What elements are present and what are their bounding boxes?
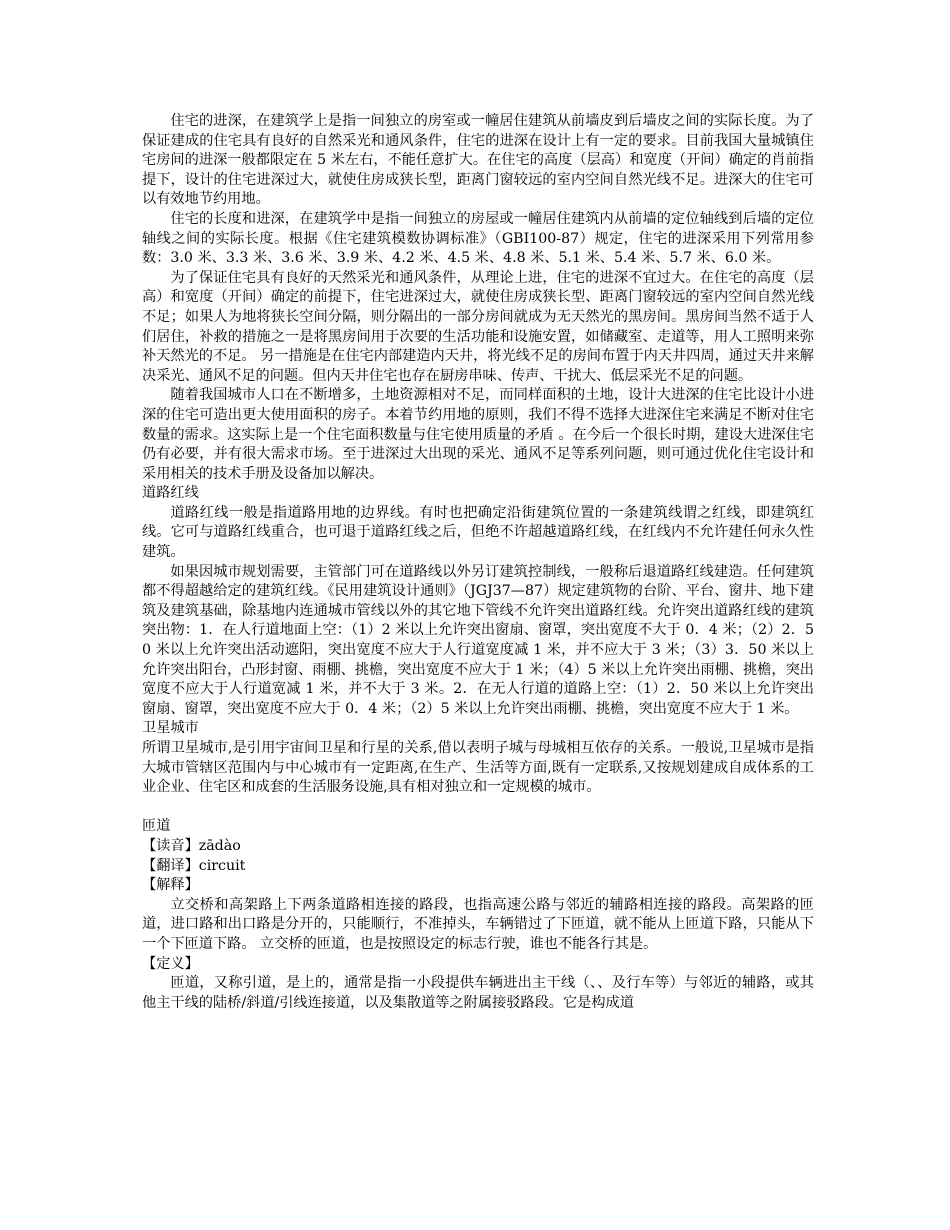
depth-paragraph-1: 住宅的进深，在建筑学上是指一间独立的房室或一幢居住建筑从前墙皮到后墙皮之间的实际长度。为了保证建成的住宅具有良好的自然采光和通风条件，住宅的进深在设计上有一定的要求。目前我国大量城镇住宅房间的进深一般都限定在 5 米左右，不能任意扩大。在住宅的高度（层高）和宽度（开间）确定的肖前指提下，设计的住宅进深过大，就使住房成狭长型，距离门窗较远的室内空间自然光线不足。进深大的住宅可以有效地节约用地。 — [142, 113, 814, 208]
ramp-define-paragraph: 匝道，又称引道，是上的，通常是指一小段提供车辆进出主干线（、、及行车等）与邻近的辅路，或其他主干线的陆桥/斜道/引线连接道，以及集散道等之附属接驳路段。它是构成道 — [142, 975, 814, 1011]
depth-paragraph-2: 住宅的长度和进深，在建筑学中是指一间独立的房屋或一幢居住建筑内从前墙的定位轴线到后墙的定位轴线之间的实际长度。根据《住宅建筑模数协调标准》（GBI100-87）规定，住宅的进深采用下列常用参数：3.0 米、3.3 米、3.6 米、3.9 米、4.2 米、4.5 米、4.8 米、5.1 米、5.4 米、5.7 米、6.0 米。 — [142, 210, 814, 267]
ramp-define-label: 【定义】 — [142, 955, 199, 972]
ramp-heading: 匝道 — [142, 818, 171, 835]
ramp-explain-paragraph: 立交桥和高架路上下两条道路相连接的路段，也指高速公路与邻近的辅路相连接的路段。高架路的匝道，进口路和出口路是分开的，只能顺行，不准掉头，车辆错过了下匝道，就不能从上匝道下路，只能从下一个下匝道下路。 立交桥的匝道，也是按照设定的标志行驶，谁也不能各行其是。 — [142, 896, 814, 952]
satellite-heading: 卫星城市 — [142, 720, 199, 737]
red-line-paragraph-1: 道路红线一般是指道路用地的边界线。有时也把确定沿街建筑位置的一条建筑线谓之红线，即建筑红线。它可与道路红线重合，也可退于道路红线之后，但绝不许超越道路红线，在红线内不允许建任何永久性建筑。 — [142, 504, 814, 561]
depth-paragraph-4: 随着我国城市人口在不断增多，土地资源相对不足，而同样面积的土地，设计大进深的住宅比设计小进深的住宅可造出更大使用面积的房子。本着节约用地的原则，我们不得不选择大进深住宅来满足不断对住宅数量的需求。这实际上是一个住宅面积数量与住宅使用质量的矛盾 。在今后一个很长时期，建设大进深住宅仍有必要，并有很大需求市场。至于进深过大出现的采光、通风不足等系列问题，则可通过优化住宅设计和采用相关的技术手册及设备加以解决。 — [142, 387, 814, 482]
depth-paragraph-3: 为了保证住宅具有良好的天然采光和通风条件，从理论上进，住宅的进深不宜过大。在住宅的高度（层高）和宽度（开间）确定的前提下，住宅进深过大，就使住房成狭长型、距离门窗较远的室内空间自然光线不足；如果人为地将狭长空间分隔，则分隔出的一部分房间就成为无天然光的黑房间。黑房间当然不适于人们居住，补救的措施之一是将黑房间用于次要的生活功能和设施安置，如储藏室、走道等，用人工照明来弥补天然光的不足。 另一措施是在住宅内部建造内天井，将光线不足的房间布置于内天井四周，通过天井来解决采光、通风不足的问题。但内天井住宅也存在厨房串味、传声、干扰大、低层采光不足的问题。 — [142, 269, 814, 384]
document-page — [142, 112, 814, 1013]
section-spacer — [142, 798, 814, 818]
satellite-paragraph: 所谓卫星城市,是引用宇宙间卫星和行星的关系,借以表明子城与母城相互依存的关系。一般说,卫星城市是指大城市管辖区范围内与中心城市有一定距离,在生产、生活等方面,既有一定联系,又按规划建成自成体系的工业企业、住宅区和成套的生活服务设施,具有相对独立和一定规模的城市。 — [142, 740, 814, 796]
ramp-translation: 【翻译】circuit — [142, 857, 246, 874]
red-line-paragraph-2: 如果因城市规划需要，主管部门可在道路线以外另订建筑控制线，一般称后退道路红线建造。任何建筑都不得超越给定的建筑红线。《民用建筑设计通则》（JGJ37—87）规定建筑物的台阶、平台、窗井、地下建筑及建筑基础，除基地内连通城市管线以外的其它地下管线不允许突出道路红线。允许突出道路红线的建筑突出物：1．在人行道地面上空：（1）2 米以上允许突出窗扇、窗罩，突出宽度不大于 0．4 米；（2）2．50 米以上允许突出活动遮阳，突出宽度不应大于人行道宽度减 1 米，并不应大于 3 米；（3）3．50 米以上允许突出阳台，凸形封窗、雨棚、挑檐，突出宽度不应大于 1 米；（4）5 米以上允许突出雨棚、挑檐，突出宽度不应大于人行道宽减 1 米，并不大于 3 米。2．在无人行道的道路上空：（1）2．50 米以上允许突出窗扇、窗罩，突出宽度不应大于 0．4 米；（2）5 米以上允许突出雨棚、挑檐，突出宽度不应大于 1 米。 — [142, 563, 814, 717]
ramp-pronunciation: 【读音】zādào — [142, 837, 241, 854]
red-line-heading: 道路红线 — [142, 485, 199, 502]
ramp-explain-label: 【解释】 — [142, 877, 199, 894]
